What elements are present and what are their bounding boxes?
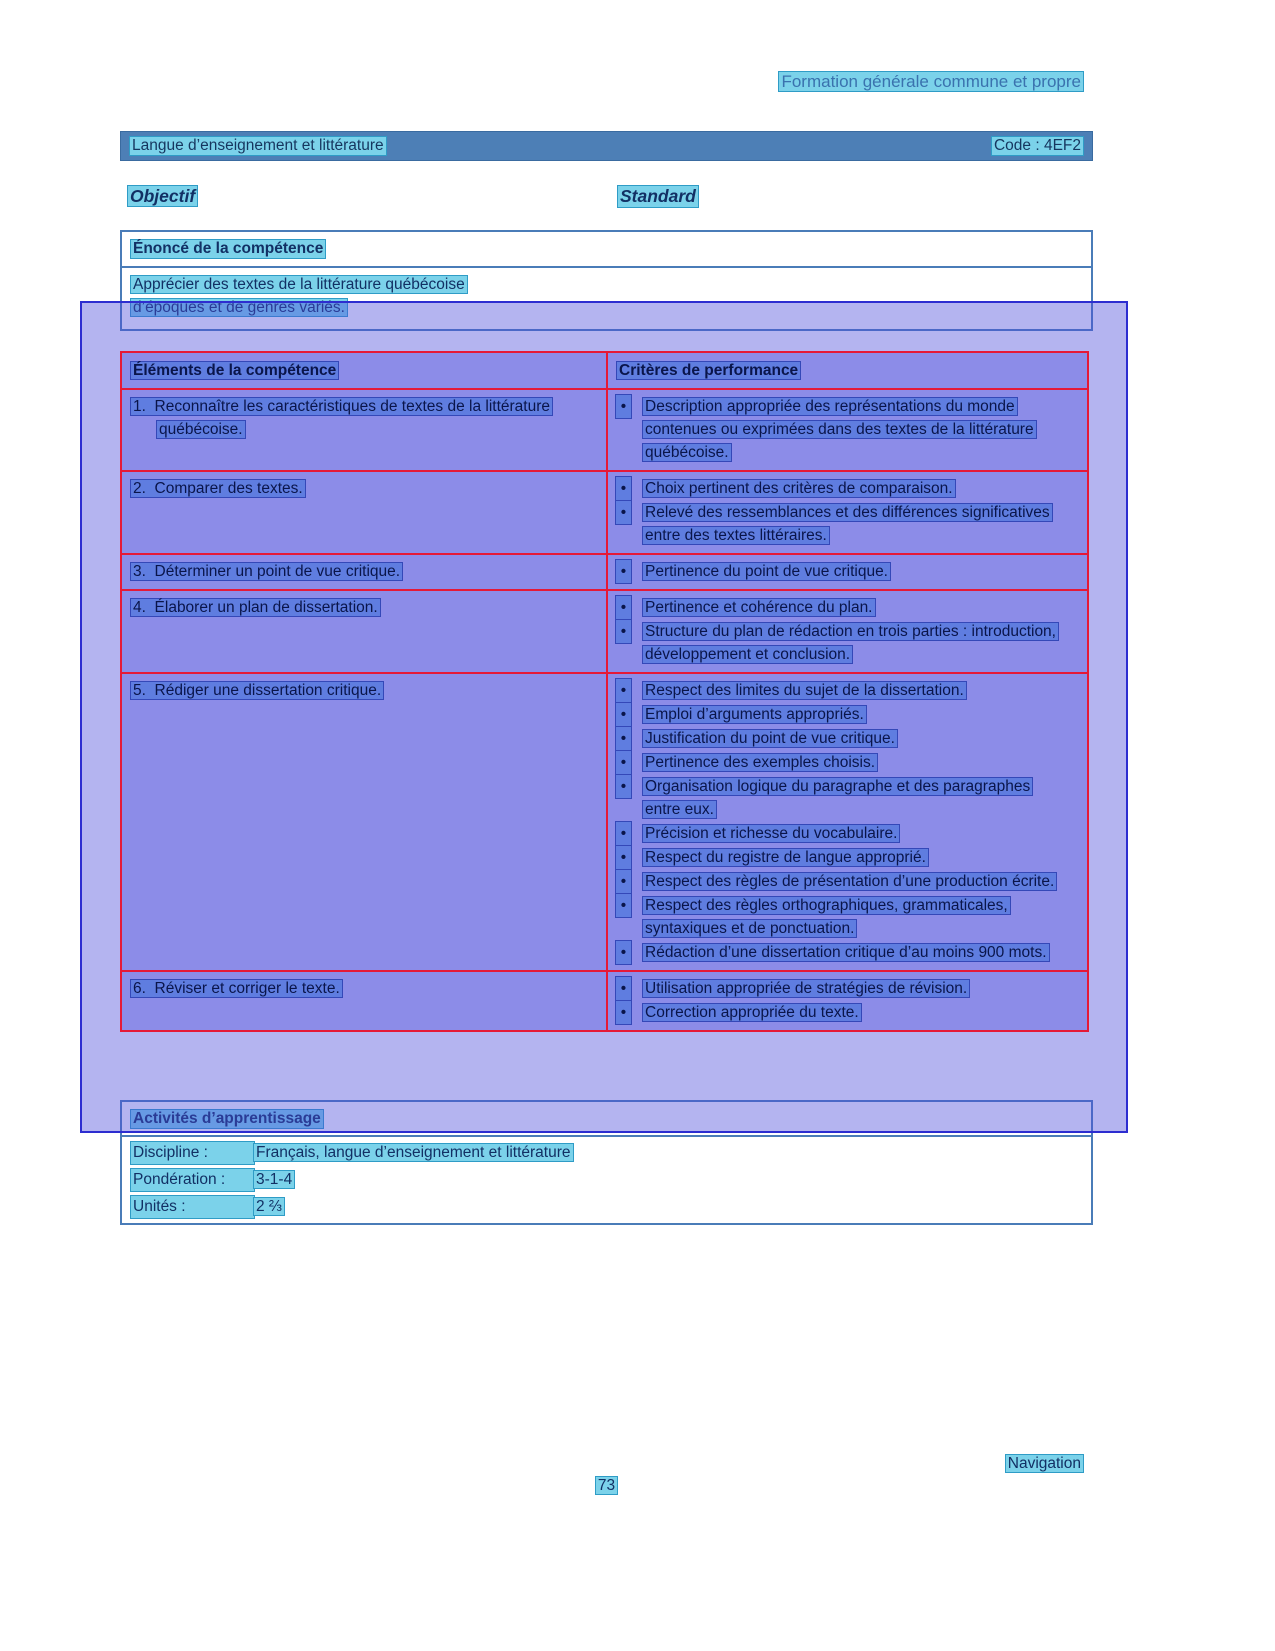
table-row — [122, 970, 1087, 1030]
course-title: Langue d’enseignement et littérature — [132, 137, 384, 154]
criterion-item — [616, 894, 1065, 940]
criterion-text: Justification du point de vue critique. — [645, 730, 895, 747]
criterion-item — [616, 560, 1065, 583]
navigation-link[interactable] — [0, 1455, 1083, 1473]
element-cell — [122, 591, 608, 672]
criterion-item — [616, 1001, 1065, 1024]
criterion-item — [616, 751, 1065, 774]
element-text: 4. Élaborer un plan de dissertation. — [133, 599, 378, 616]
enonce-statement-text: Apprécier des textes de la littérature québécoise — [133, 276, 465, 293]
page-number — [120, 1477, 1093, 1495]
criterion-item — [616, 941, 1065, 964]
activites-title: Activités d’apprentissage — [133, 1109, 321, 1127]
bullet-icon: • — [616, 775, 631, 798]
bullet-icon: • — [616, 620, 631, 643]
bullet-icon: • — [616, 751, 631, 774]
element-text: 3. Déterminer un point de vue critique. — [133, 563, 401, 580]
activity-label: Unités : — [131, 1196, 254, 1218]
criterion-item — [616, 596, 1065, 619]
criteria-cell — [608, 390, 1087, 470]
element-cell — [122, 472, 608, 553]
criteria-cell — [608, 555, 1087, 589]
competence-table — [120, 351, 1089, 1032]
criterion-item — [616, 727, 1065, 750]
criteres-header-cell — [608, 353, 1087, 388]
course-code: Code : 4EF2 — [993, 137, 1081, 154]
criterion-text: Choix pertinent des critères de comparaison. — [645, 480, 953, 497]
bullet-icon: • — [616, 703, 631, 726]
criterion-item — [616, 870, 1065, 893]
criterion-text: Respect des règles orthographiques, grammaticales, syntaxiques et de ponctuation. — [645, 897, 1008, 937]
criterion-item — [616, 977, 1065, 1000]
table-row — [122, 470, 1087, 553]
bullet-icon: • — [616, 501, 631, 524]
criterion-text: Correction appropriée du texte. — [645, 1004, 859, 1021]
criteria-cell — [608, 972, 1087, 1030]
activites-body — [122, 1142, 1091, 1218]
activity-row — [122, 1196, 1091, 1218]
elements-header-text: Éléments de la compétence — [133, 362, 337, 379]
course-header-bar — [120, 131, 1093, 161]
criterion-text: Pertinence des exemples choisis. — [645, 754, 876, 771]
criterion-text: Emploi d’arguments appropriés. — [645, 706, 864, 723]
bullet-icon: • — [616, 822, 631, 845]
element-text: 5. Rédiger une dissertation critique. — [133, 682, 382, 699]
bullet-icon: • — [616, 560, 631, 583]
criterion-text: Respect du registre de langue approprié. — [645, 849, 926, 866]
bullet-icon: • — [616, 846, 631, 869]
activity-value: Français, langue d’enseignement et littérature — [256, 1144, 571, 1161]
bullet-icon: • — [616, 727, 631, 750]
standard-heading: Standard — [620, 186, 696, 206]
bullet-icon: • — [616, 1001, 631, 1024]
element-text: 6. Réviser et corriger le texte. — [133, 980, 340, 997]
criterion-text: Description appropriée des représentations du monde contenues ou exprimées dans des textes de la littérature québécoise. — [645, 398, 1034, 461]
competence-table-body — [122, 388, 1087, 1030]
activites-box — [120, 1100, 1093, 1225]
objectif-standard-row — [128, 186, 1093, 212]
document-header — [0, 72, 1083, 92]
table-row — [122, 589, 1087, 672]
enonce-box — [120, 230, 1093, 331]
element-text: 2. Comparer des textes. — [133, 480, 303, 497]
criterion-item — [616, 846, 1065, 869]
bullet-icon: • — [616, 395, 631, 418]
enonce-statement-line — [131, 297, 1082, 320]
criterion-text: Structure du plan de rédaction en trois parties : introduction, développement et conclusion. — [645, 623, 1056, 663]
element-cell — [122, 674, 608, 970]
elements-header-cell — [122, 353, 608, 388]
criterion-item — [616, 703, 1065, 726]
table-row — [122, 672, 1087, 970]
table-header-row — [122, 353, 1087, 388]
bullet-icon: • — [616, 596, 631, 619]
element-text: 1. Reconnaître les caractéristiques de textes de la littérature québécoise. — [133, 398, 550, 438]
activity-value: 2 ⅔ — [256, 1198, 282, 1215]
criterion-text: Respect des règles de présentation d’une production écrite. — [645, 873, 1055, 890]
enonce-body — [122, 268, 1091, 325]
criterion-item — [616, 679, 1065, 702]
activity-row — [122, 1142, 1091, 1164]
criterion-text: Respect des limites du sujet de la dissertation. — [645, 682, 964, 699]
activity-label: Discipline : — [131, 1142, 254, 1164]
criteria-cell — [608, 674, 1087, 970]
enonce-statement-text: d’époques et de genres variés. — [133, 298, 345, 316]
criterion-item — [616, 395, 1065, 464]
bullet-icon: • — [616, 941, 631, 964]
element-cell — [122, 390, 608, 470]
criterion-text: Pertinence du point de vue critique. — [645, 563, 888, 580]
document-header-title: Formation générale commune et propre — [781, 72, 1081, 91]
enonce-title-row — [122, 232, 1091, 268]
bullet-icon: • — [616, 870, 631, 893]
activity-label: Pondération : — [131, 1169, 254, 1191]
bullet-icon: • — [616, 894, 631, 917]
criterion-text: Rédaction d’une dissertation critique d’au moins 900 mots. — [645, 944, 1047, 961]
enonce-title: Énoncé de la compétence — [133, 240, 324, 257]
activity-value: 3-1-4 — [256, 1171, 293, 1188]
criteres-header-text: Critères de performance — [619, 362, 799, 379]
criteria-cell — [608, 472, 1087, 553]
criterion-item — [616, 775, 1065, 821]
criterion-text: Relevé des ressemblances et des différences significatives entre des textes littéraires. — [645, 504, 1050, 544]
page-number-text: 73 — [597, 1477, 616, 1494]
activity-row — [122, 1169, 1091, 1191]
criterion-item — [616, 477, 1065, 500]
bullet-icon: • — [616, 477, 631, 500]
navigation-label[interactable]: Navigation — [1007, 1455, 1081, 1472]
criterion-text: Utilisation appropriée de stratégies de révision. — [645, 980, 968, 997]
table-row — [122, 553, 1087, 589]
enonce-statement-line — [131, 274, 1082, 297]
table-row — [122, 388, 1087, 470]
bullet-icon: • — [616, 679, 631, 702]
criterion-text: Organisation logique du paragraphe et des paragraphes entre eux. — [645, 778, 1031, 818]
criterion-text: Précision et richesse du vocabulaire. — [645, 825, 898, 842]
criterion-item — [616, 620, 1065, 666]
criteria-cell — [608, 591, 1087, 672]
element-cell — [122, 555, 608, 589]
criterion-item — [616, 822, 1065, 845]
criterion-text: Pertinence et cohérence du plan. — [645, 599, 873, 616]
bullet-icon: • — [616, 977, 631, 1000]
objectif-heading: Objectif — [130, 186, 196, 206]
criterion-item — [616, 501, 1065, 547]
element-cell — [122, 972, 608, 1030]
activites-title-row — [122, 1102, 1091, 1137]
